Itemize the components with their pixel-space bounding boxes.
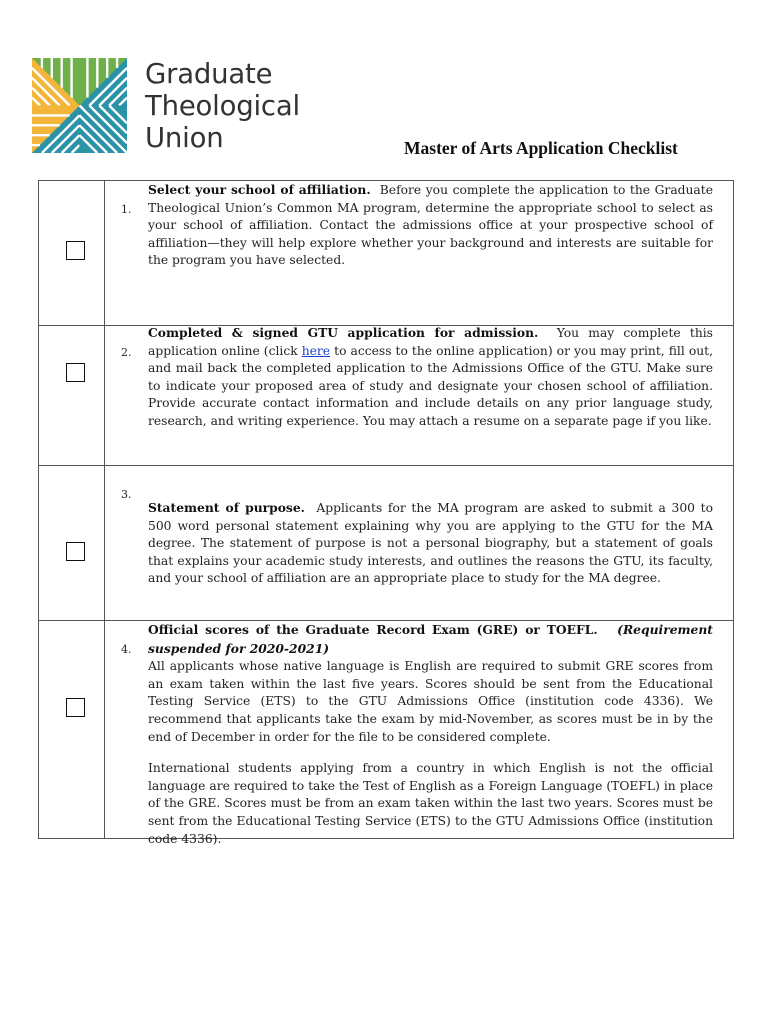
checklist-table bbox=[38, 180, 734, 846]
item-number: 2. bbox=[121, 346, 132, 359]
checkbox-cell bbox=[39, 466, 105, 621]
item-number: 3. bbox=[121, 488, 132, 501]
checkbox-gtu-application[interactable] bbox=[66, 363, 85, 382]
item-note: (Requirement suspended for 2020-2021) bbox=[148, 622, 713, 656]
item-heading: Statement of purpose. bbox=[148, 500, 305, 515]
checklist-item-content bbox=[105, 621, 734, 846]
checklist-row bbox=[39, 466, 734, 621]
checkbox-cell bbox=[39, 621, 105, 839]
item-text: Applicants for the MA program are asked to submit a 300 to 500 word personal statement explaining why you are applying to the GTU for the MA degree. The statement of purpose is not a personal biography, but a statement of goals that explains your academic study interests, and outlines the reasons the GTU, its faculty, and your school of affiliation are an appropriate place to study for the MA degree. bbox=[148, 501, 713, 586]
checklist-row bbox=[39, 326, 734, 466]
item-text-before-link: You may complete this application online (click bbox=[148, 326, 713, 358]
checkbox-school-affiliation[interactable] bbox=[66, 241, 85, 260]
item-number: 1. bbox=[121, 203, 132, 216]
online-application-link[interactable]: here bbox=[301, 343, 331, 358]
item-heading: Official scores of the Graduate Record Exam (GRE) or TOEFL. bbox=[148, 622, 598, 637]
checkbox-cell bbox=[39, 181, 105, 326]
checkbox-statement-of-purpose[interactable] bbox=[66, 542, 85, 561]
item-heading: Select your school of affiliation. bbox=[148, 182, 371, 197]
item-paragraph-2: International students applying from a country in which English is not the official language are required to take the Test of English as a Foreign Language (TOEFL) in place of the GRE. Scores must be from an exam taken within the last two years. Scores must be sent from the Educational Testing Service (ETS) to the GTU Admissions Office (institution code 4336). bbox=[148, 761, 713, 846]
item-number: 4. bbox=[121, 643, 132, 656]
item-heading: Completed & signed GTU application for admission. bbox=[148, 325, 539, 340]
document-title: Master of Arts Application Checklist bbox=[404, 138, 678, 158]
checkbox-gre-toefl[interactable] bbox=[66, 698, 85, 717]
item-body bbox=[148, 621, 713, 848]
logo-line-theological: Theological bbox=[145, 90, 300, 122]
item-text: Before you complete the application to the Graduate Theological Union’s Common MA program, determine the appropriate school to select as your school of affiliation. Contact the admissions office at your prospective school of affiliation—they will help explore whether your background and interests are suitable for the program you have selected. bbox=[148, 183, 713, 268]
checklist-row bbox=[39, 621, 734, 839]
checklist-item-content bbox=[105, 326, 734, 466]
checklist-item-content bbox=[105, 181, 734, 326]
logo-line-union: Union bbox=[145, 122, 224, 154]
checklist-row bbox=[39, 181, 734, 326]
checklist-item-content bbox=[105, 466, 734, 621]
gtu-logo-icon bbox=[32, 58, 127, 153]
item-body bbox=[148, 181, 713, 270]
logo-line-graduate: Graduate bbox=[145, 58, 273, 90]
checkbox-cell bbox=[39, 326, 105, 466]
item-body bbox=[148, 324, 713, 431]
item-body bbox=[148, 499, 713, 588]
item-text-after-link: to access to the online application) or you may print, fill out, and mail back the completed application to the Admissions Office of the GTU. Make sure to indicate your proposed area of study and designate your chosen school of affiliation. Provide accurate contact information and include details on any prior language study, research, and writing experience. You may attach a resume on a separate page if you like. bbox=[148, 343, 714, 428]
logo-wordmark bbox=[145, 58, 300, 154]
item-paragraph-1: All applicants whose native language is English are required to submit GRE scores from an exam taken within the last five years. Scores should be sent from the Educational Testing Service (ETS) to the GTU Admissions Office (institution code 4336). We recommend that applicants take the exam by mid-November, as scores must be in by the end of December in order for the file to be considered complete. bbox=[148, 659, 713, 744]
